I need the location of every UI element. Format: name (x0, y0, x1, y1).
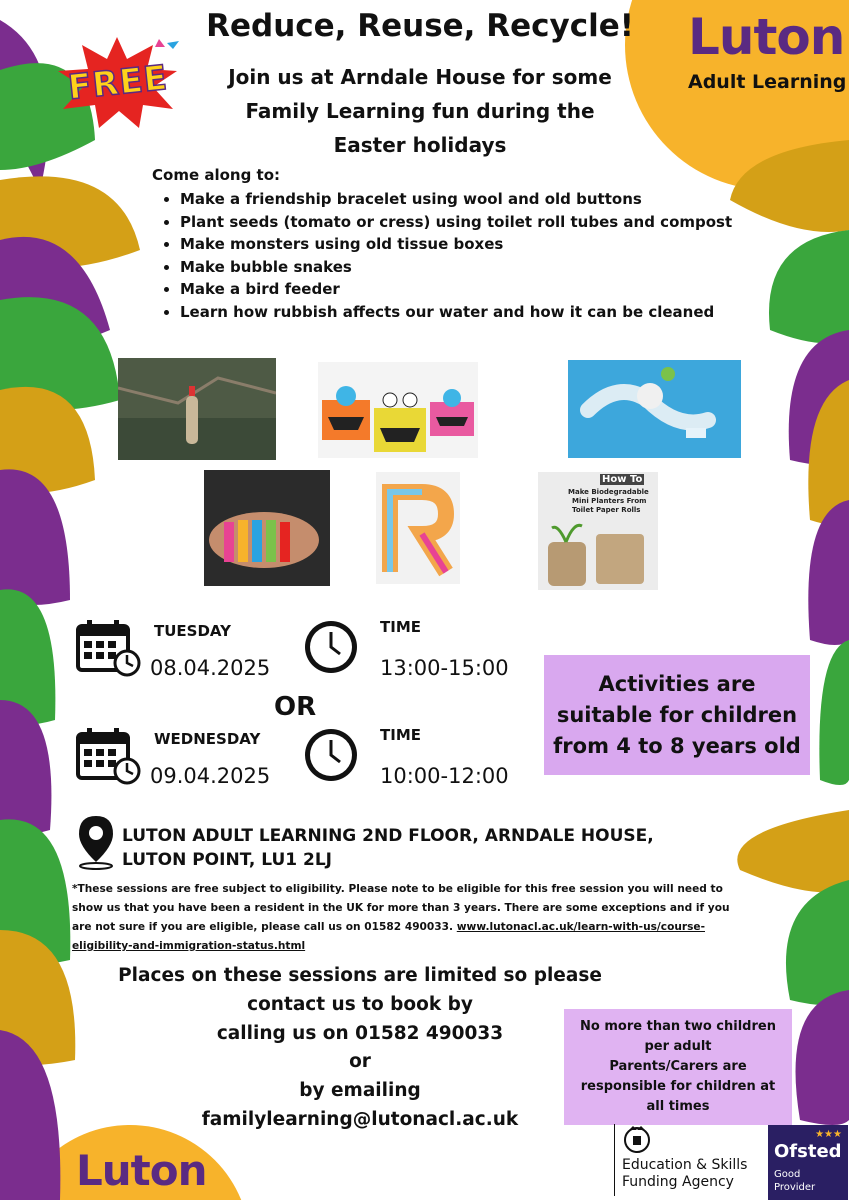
esfa-divider (614, 1124, 615, 1196)
ofsted-stars-icon: ★★★ (815, 1129, 842, 1140)
list-item: • Make bubble snakes (180, 256, 732, 279)
planter-caption: Make Biodegradable (568, 488, 649, 496)
subtitle-line: Join us at Arndale House for some (228, 65, 612, 89)
session-day: TUESDAY (154, 622, 231, 640)
note-line: *These sessions are free subject to eligibility. Please note to be eligible for this free session you will need to (72, 883, 723, 895)
session-date: 08.04.2025 (150, 656, 271, 680)
booking-line: or (349, 1051, 371, 1073)
eligibility-link[interactable]: eligibility-and-immigration-status.html (72, 940, 306, 952)
address-line: LUTON POINT, LU1 2LJ (122, 850, 333, 870)
clock-icon (302, 618, 360, 676)
ofsted-grade: Provider (774, 1182, 816, 1193)
session-time: 10:00-12:00 (380, 764, 509, 788)
eligibility-link[interactable]: www.lutonacl.ac.uk/learn-with-us/course- (456, 921, 705, 933)
luton-logo-main: Luton (688, 8, 845, 66)
child-limit-box (564, 1009, 792, 1125)
planter-caption-title: How To (602, 474, 643, 485)
esfa-line: Education & Skills (622, 1157, 748, 1173)
limit-line: all times (646, 1099, 710, 1114)
list-item: • Plant seeds (tomato or cress) using toilet roll tubes and compost (180, 211, 732, 234)
list-item: • Make a bird feeder (180, 278, 732, 301)
page-subtitle (200, 60, 640, 162)
note-line-4 (72, 937, 762, 956)
session-day: WEDNESDAY (154, 730, 261, 748)
session-time: 13:00-15:00 (380, 656, 509, 680)
calendar-icon (76, 726, 142, 786)
esfa-logo-text (622, 1157, 747, 1191)
or-divider: OR (274, 692, 317, 722)
location-pin-icon (76, 814, 116, 870)
planter-photo (538, 472, 658, 590)
calendar-icon (76, 618, 142, 678)
subtitle-line: Family Learning fun during the (245, 99, 595, 123)
venue-address (122, 824, 654, 872)
ofsted-badge (768, 1125, 848, 1200)
tissue-box-monsters-photo (318, 362, 478, 458)
subtitle-line: Easter holidays (333, 133, 507, 157)
list-item: • Learn how rubbish affects our water and how it can be cleaned (180, 301, 732, 324)
list-item: • Make monsters using old tissue boxes (180, 233, 732, 256)
limit-line: Parents/Carers are (609, 1059, 747, 1074)
luton-logo (688, 6, 848, 94)
list-item: • Make a friendship bracelet using wool and old buttons (180, 188, 732, 211)
limit-line: No more than two children (580, 1019, 776, 1034)
session-time-label: TIME (380, 726, 421, 744)
booking-phone[interactable]: calling us on 01582 490033 (216, 1022, 504, 1044)
bubble-snake-photo (568, 360, 741, 458)
limit-line: per adult (644, 1039, 712, 1054)
age-line: suitable for children (556, 702, 798, 727)
free-label: FREE (66, 57, 170, 109)
luton-logo-sub: Adult Learning (688, 71, 847, 93)
eligibility-note (72, 880, 762, 956)
session-time-label: TIME (380, 618, 421, 636)
yarn-letter-photo (376, 472, 460, 584)
booking-info (95, 962, 625, 1135)
planter-caption: Mini Planters From (572, 497, 647, 505)
luton-footer-logo: Luton (76, 1146, 207, 1195)
note-line: show us that you have been a resident in the UK for more than 3 years. There are some exceptions and if you (72, 902, 730, 914)
clock-icon (302, 726, 360, 784)
address-line: LUTON ADULT LEARNING 2ND FLOOR, ARNDALE HOUSE, (122, 826, 654, 846)
activity-list (160, 188, 732, 323)
ofsted-grade: Good (774, 1169, 801, 1180)
free-badge (55, 35, 180, 130)
booking-line: Places on these sessions are limited so please (118, 965, 602, 986)
intro-text: Come along to: (152, 166, 281, 184)
planter-caption: Toilet Paper Rolls (572, 506, 641, 514)
booking-email[interactable]: familylearning@lutonacl.ac.uk (201, 1108, 519, 1130)
limit-line: responsible for children at (580, 1079, 776, 1094)
esfa-line: Funding Agency (622, 1174, 734, 1190)
bird-feeder-photo (118, 358, 276, 460)
ofsted-name: Ofsted (774, 1141, 842, 1162)
note-text: are not sure if you are eligible, please call us on 01582 490033. (72, 921, 457, 933)
note-line-3 (72, 918, 762, 937)
booking-line: by emailing (299, 1080, 421, 1102)
age-suitability-box (544, 655, 810, 775)
booking-line: contact us to book by (247, 993, 473, 1015)
friendship-bracelet-photo (204, 470, 330, 586)
session-date: 09.04.2025 (150, 764, 271, 788)
age-line: from 4 to 8 years old (553, 733, 801, 758)
royal-crest-icon (620, 1124, 654, 1156)
age-line: Activities are (598, 671, 756, 696)
page-title: Reduce, Reuse, Recycle! (206, 8, 634, 44)
